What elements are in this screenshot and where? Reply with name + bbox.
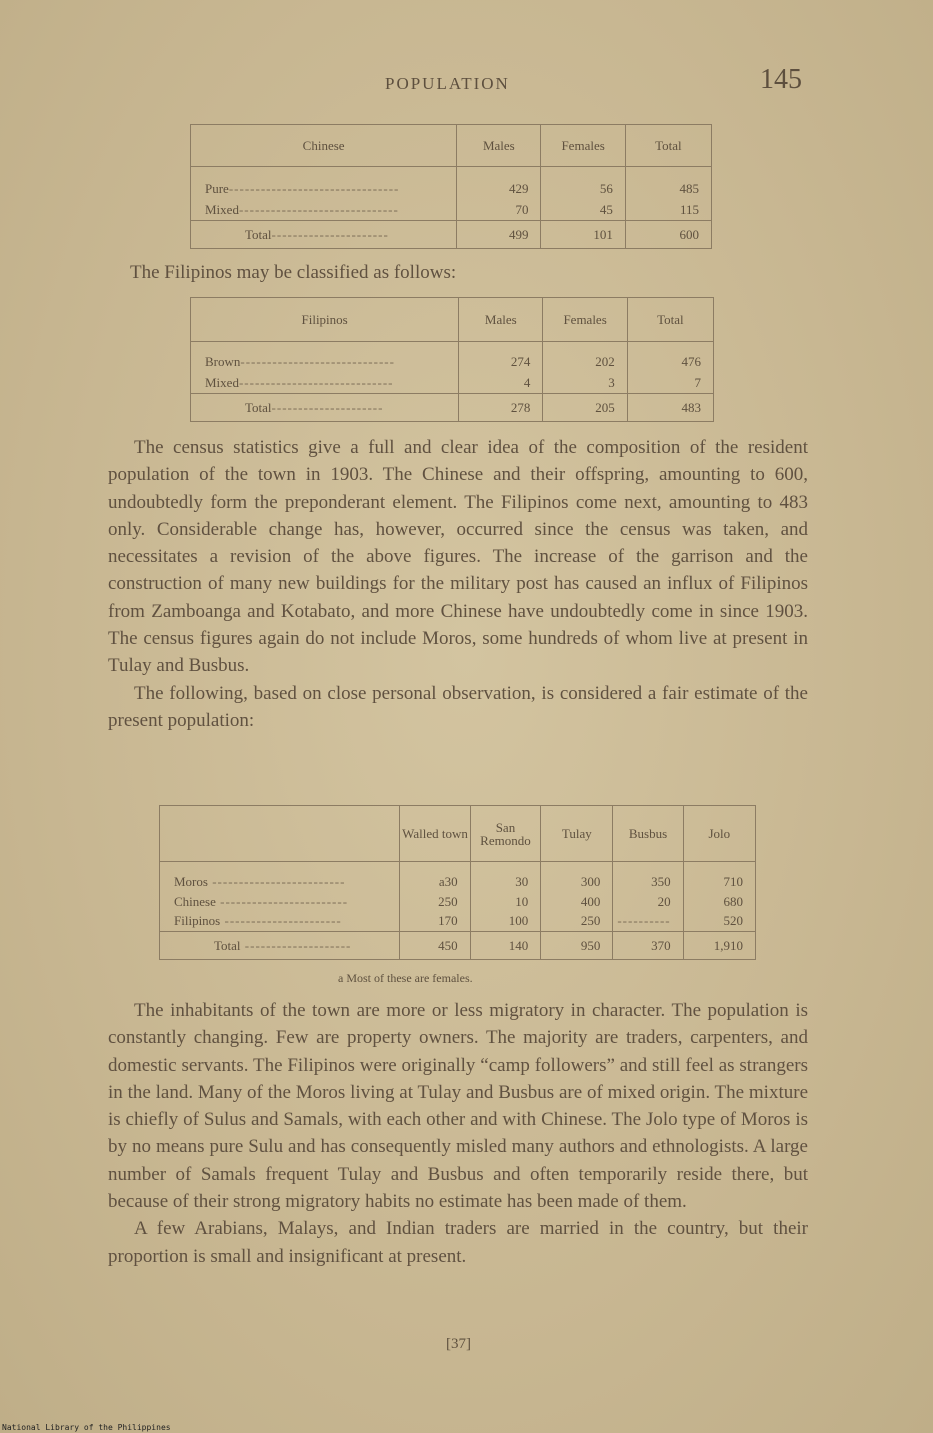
running-title: POPULATION xyxy=(385,74,510,93)
row-label: Mixed xyxy=(205,201,239,217)
table-row: Mixed------------------------------ 70 45 115 xyxy=(191,200,712,221)
cell-total: 485 xyxy=(625,179,711,200)
cell-value: ---------- xyxy=(613,912,683,932)
cell-value: 400 xyxy=(541,892,613,912)
row-label: Brown xyxy=(205,354,241,369)
cell-value: 710 xyxy=(683,872,755,892)
cell-males: 70 xyxy=(457,200,541,221)
table-row: Mixed----------------------------- 4 3 7 xyxy=(191,373,714,394)
paragraph: A few Arabians, Malays, and Indian traders are married in the country, but their proportion is small and insignificant at present. xyxy=(108,1218,808,1267)
cell-value: 1,910 xyxy=(683,932,755,960)
cell-value: 370 xyxy=(613,932,683,960)
total-label: Total xyxy=(245,226,272,242)
table-total-row: Total -------------------- 450 140 950 370 1,910 xyxy=(160,932,756,960)
col-header-total: Total xyxy=(625,125,711,167)
cell-value: a30 xyxy=(400,872,470,892)
cell-value: 350 xyxy=(613,872,683,892)
cell-females: 45 xyxy=(541,200,625,221)
cell-total: 7 xyxy=(627,373,713,394)
cell-total: 600 xyxy=(625,221,711,249)
chinese-table xyxy=(190,124,712,249)
cell-females: 202 xyxy=(543,352,627,373)
col-header-males: Males xyxy=(457,125,541,167)
cell-total: 115 xyxy=(625,200,711,221)
filipinos-intro: The Filipinos may be classified as follows: xyxy=(130,262,457,283)
col-header-males: Males xyxy=(459,298,543,342)
inhabitants-text xyxy=(108,997,808,1270)
col-header-san-remondo: San Remondo xyxy=(470,806,541,862)
total-label: Total xyxy=(245,399,272,415)
col-header-blank xyxy=(160,806,400,862)
cell-value: 20 xyxy=(613,892,683,912)
table-row: Chinese ------------------------ 250 10 400 20 680 xyxy=(160,892,756,912)
cell-value: 140 xyxy=(470,932,541,960)
col-header-busbus: Busbus xyxy=(613,806,683,862)
cell-value: 30 xyxy=(470,872,541,892)
cell-total: 483 xyxy=(627,394,713,422)
col-header-total: Total xyxy=(627,298,713,342)
cell-value: 250 xyxy=(541,912,613,932)
paragraph: The following, based on close personal observation, is considered a fair estimate of the present population: xyxy=(108,682,808,731)
cell-value: 520 xyxy=(683,912,755,932)
col-header-females: Females xyxy=(541,125,625,167)
cell-value: 950 xyxy=(541,932,613,960)
cell-value: 680 xyxy=(683,892,755,912)
col-header-group: Chinese xyxy=(191,125,457,167)
table-total-row: Total---------------------- 499 101 600 xyxy=(191,221,712,249)
cell-value: 10 xyxy=(470,892,541,912)
row-label: Chinese xyxy=(174,893,216,909)
total-label: Total xyxy=(214,937,241,953)
cell-females: 101 xyxy=(541,221,625,249)
cell-value: 170 xyxy=(400,912,470,932)
cell-females: 3 xyxy=(543,373,627,394)
filipinos-table xyxy=(190,297,714,422)
library-credit: National Library of the Philippines xyxy=(2,1423,171,1432)
table-row: Moros ------------------------- a30 30 300 350 710 xyxy=(160,872,756,892)
table-total-row: Total--------------------- 278 205 483 xyxy=(191,394,714,422)
cell-males: 499 xyxy=(457,221,541,249)
cell-value: 250 xyxy=(400,892,470,912)
cell-females: 205 xyxy=(543,394,627,422)
estimate-table xyxy=(159,805,756,960)
cell-males: 429 xyxy=(457,179,541,200)
table-row: Pure-------------------------------- 429 56 485 xyxy=(191,179,712,200)
col-header-group: Filipinos xyxy=(191,298,459,342)
col-header-tulay: Tulay xyxy=(541,806,613,862)
row-label: Filipinos xyxy=(174,913,221,929)
table-footnote: a Most of these are females. xyxy=(338,971,473,985)
row-label: Pure xyxy=(205,181,229,196)
col-header-females: Females xyxy=(543,298,627,342)
col-header-walled-town: Walled town xyxy=(400,806,470,862)
folio-number: [37] xyxy=(446,1336,471,1352)
paragraph: The census statistics give a full and clear idea of the composition of the resident population of the town in 1903. The Chinese and their offspring, amounting to 600, undoubtedly form the preponderant element. The Filipinos come next, amounting to 483 only. Considerable change has, however, occurred since the census was taken, and necessitates a revision of the above figures. The increase of the garrison and the construction of many new buildings for the military post has caused an influx of Filipinos from Zamboanga and Kotabato, and more Chinese have undoubtedly come in since 1903. The census figures again do not include Moros, some hundreds of whom live at present in Tulay and Busbus. xyxy=(108,437,808,677)
cell-males: 274 xyxy=(459,352,543,373)
table-row: Filipinos ---------------------- 170 100 250 ---------- 520 xyxy=(160,912,756,932)
cell-value: 300 xyxy=(541,872,613,892)
paragraph: The inhabitants of the town are more or less migratory in character. The population is constantly changing. Few are property owners. The majority are traders, carpenters, and domestic servants. The Filipinos were originally “camp followers” and still feel as strangers in the land. Many of the Moros living at Tulay and Busbus are of mixed origin. The mixture is chiefly of Sulus and Samals, with each other and with Chinese. The Jolo type of Moros is by no means pure Sulu and has consequently misled many authors and ethnologists. A large number of Samals frequent Tulay and Busbus and often temporarily reside there, but because of their strong migratory habits no estimate has been made of them. xyxy=(108,1000,808,1213)
cell-value: 450 xyxy=(400,932,470,960)
table-row: Brown----------------------------- 274 202 476 xyxy=(191,352,714,373)
census-text xyxy=(108,434,808,734)
row-label: Moros xyxy=(174,873,208,889)
col-header-jolo: Jolo xyxy=(683,806,755,862)
cell-total: 476 xyxy=(627,352,713,373)
cell-males: 4 xyxy=(459,373,543,394)
cell-females: 56 xyxy=(541,179,625,200)
cell-males: 278 xyxy=(459,394,543,422)
page-number: 145 xyxy=(760,64,802,95)
row-label: Mixed xyxy=(205,374,239,390)
cell-value: 100 xyxy=(470,912,541,932)
